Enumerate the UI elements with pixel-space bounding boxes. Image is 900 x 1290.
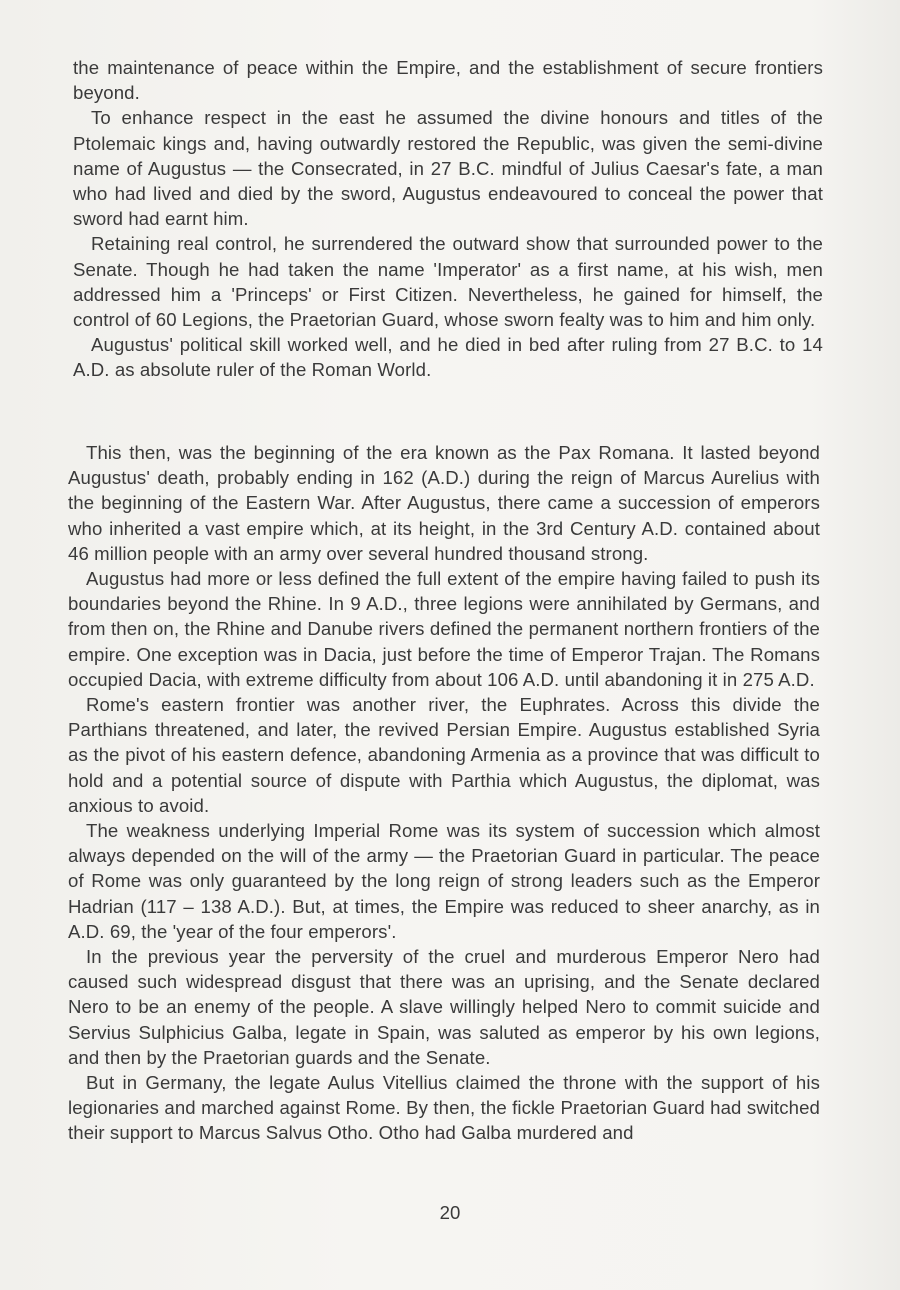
text-block-top	[73, 55, 823, 383]
page-number: 20	[439, 1202, 461, 1223]
paragraph: But in Germany, the legate Aulus Vitellius claimed the throne with the support of his legionaries and marched against Rome. By then, the fickle Praetorian Guard had switched their support to Marcus Salvus Otho. Otho had Galba murdered and	[68, 1072, 820, 1144]
paragraph: Augustus' political skill worked well, and he died in bed after ruling from 27 B.C. to 14 A.D. as absolute ruler of the Roman World.	[73, 334, 823, 381]
paragraph: In the previous year the perversity of the cruel and murderous Emperor Nero had caused such widespread disgust that there was an uprising, and the Senate declared Nero to be an enemy of the people. A slave willingly helped Nero to commit suicide and Servius Sulphicius Galba, legate in Spain, was saluted as emperor by his own legions, and then by the Praetorian guards and the Senate.	[68, 946, 820, 1068]
paragraph: Retaining real control, he surrendered the outward show that surrounded power to the Senate. Though he had taken the name 'Imperator' as a first name, at his wish, men addressed him a 'Princeps' or First Citizen. Nevertheless, he gained for himself, the control of 60 Legions, the Praetorian Guard, whose sworn fealty was to him and him only.	[73, 233, 823, 331]
paragraph: the maintenance of peace within the Empire, and the establishment of secure frontiers beyond.	[73, 57, 823, 104]
paragraph: Augustus had more or less defined the full extent of the empire having failed to push its boundaries beyond the Rhine. In 9 A.D., three legions were annihilated by Germans, and from then on, the Rhine and Danube rivers defined the permanent northern frontiers of the empire. One exception was in Dacia, just before the time of Emperor Trajan. The Romans occupied Dacia, with extreme difficulty from about 106 A.D. until abandoning it in 275 A.D.	[68, 568, 820, 690]
paragraph: The weakness underlying Imperial Rome was its system of succession which almost always depended on the will of the army — the Praetorian Guard in particular. The peace of Rome was only guaranteed by the long reign of strong leaders such as the Emperor Hadrian (117 – 138 A.D.). But, at times, the Empire was reduced to sheer anarchy, as in A.D. 69, the 'year of the four emperors'.	[68, 820, 820, 942]
paragraph: Rome's eastern frontier was another river, the Euphrates. Across this divide the Parthians threatened, and later, the revived Persian Empire. Augustus established Syria as the pivot of his eastern defence, abandoning Armenia as a province that was difficult to hold and a potential source of dispute with Parthia which Augustus, the diplomat, was anxious to avoid.	[68, 694, 820, 816]
text-block-bottom	[68, 440, 820, 1146]
paragraph: To enhance respect in the east he assumed the divine honours and titles of the Ptolemaic kings and, having outwardly restored the Republic, was given the semi-divine name of Augustus — the Consecrated, in 27 B.C. mindful of Julius Caesar's fate, a man who had lived and died by the sword, Augustus endeavoured to conceal the power that sword had earnt him.	[73, 107, 823, 230]
paragraph: This then, was the beginning of the era known as the Pax Romana. It lasted beyond Augustus' death, probably ending in 162 (A.D.) during the reign of Marcus Aurelius with the beginning of the Eastern War. After Augustus, there came a succession of emperors who inherited a vast empire which, at its height, in the 3rd Century A.D. contained about 46 million people with an army over several hundred thousand strong.	[68, 442, 820, 564]
